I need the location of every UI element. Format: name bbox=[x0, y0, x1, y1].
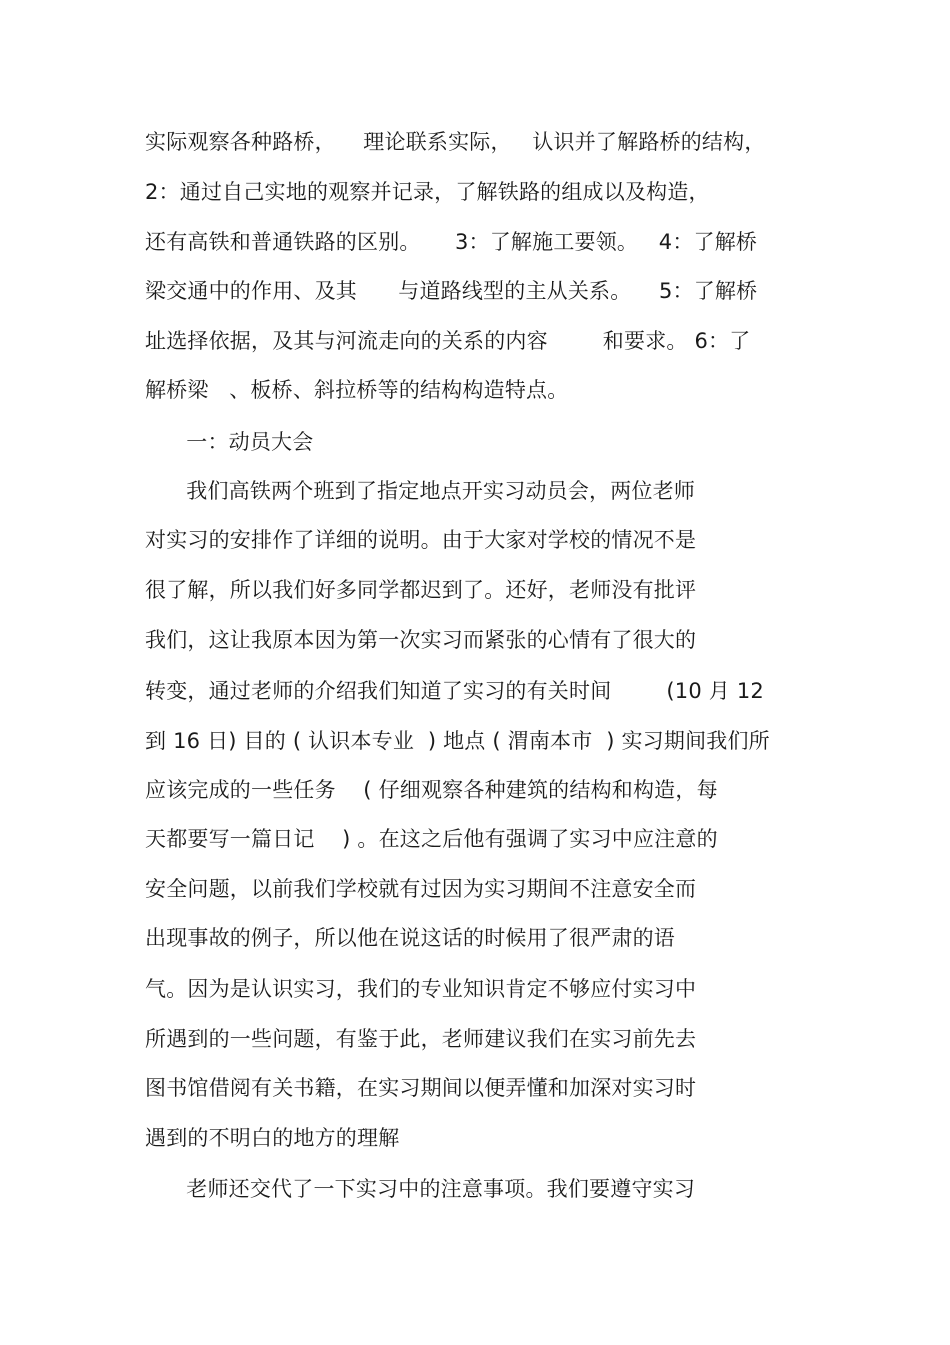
text-line: 梁交通中的作用、及其 与道路线型的主从关系。 5：了解桥 bbox=[145, 279, 758, 303]
section-heading: 一：动员大会 bbox=[145, 430, 314, 454]
text-line: 对实习的安排作了详细的说明。由于大家对学校的情况不是 bbox=[145, 528, 697, 552]
text-line: 出现事故的例子，所以他在说这话的时候用了很严肃的语 bbox=[145, 926, 675, 950]
text-line: 址选择依据，及其与河流走向的关系的内容 和要求。 6：了 bbox=[145, 329, 751, 353]
text-line: 气。因为是认识实习，我们的专业知识肯定不够应付实习中 bbox=[145, 977, 697, 1001]
text-line: 应该完成的一些任务 ( 仔细观察各种建筑的结构和构造，每 bbox=[145, 778, 718, 802]
text-line: 到 16 日) 目的 ( 认识本专业 ) 地点 ( 渭南本市 ) 实习期间我们所 bbox=[145, 729, 770, 753]
text-line: 遇到的不明白的地方的理解 bbox=[145, 1126, 400, 1150]
text-line: 我们高铁两个班到了指定地点开实习动员会，两位老师 bbox=[145, 479, 696, 503]
text-line: 我们，这让我原本因为第一次实习而紧张的心情有了很大的 bbox=[145, 628, 697, 652]
text-line: 天都要写一篇日记 ) 。在这之后他有强调了实习中应注意的 bbox=[145, 827, 718, 851]
text-line: 很了解，所以我们好多同学都迟到了。还好，老师没有批评 bbox=[145, 578, 697, 602]
text-line: 转变，通过老师的介绍我们知道了实习的有关时间 (10 月 12 bbox=[145, 679, 764, 703]
text-line: 2：通过自己实地的观察并记录，了解铁路的组成以及构造， bbox=[145, 180, 710, 204]
text-line: 解桥梁 、板桥、斜拉桥等的结构构造特点。 bbox=[145, 378, 569, 402]
text-line: 图书馆借阅有关书籍，在实习期间以便弄懂和加深对实习时 bbox=[145, 1076, 697, 1100]
text-line: 安全问题，以前我们学校就有过因为实习期间不注意安全而 bbox=[145, 877, 697, 901]
text-line: 老师还交代了一下实习中的注意事项。我们要遵守实习 bbox=[145, 1177, 696, 1201]
text-line: 还有高铁和普通铁路的区别。 3：了解施工要领。 4：了解桥 bbox=[145, 230, 758, 254]
text-line: 所遇到的一些问题，有鉴于此，老师建议我们在实习前先去 bbox=[145, 1027, 697, 1051]
text-line: 实际观察各种路桥， 理论联系实际， 认识并了解路桥的结构， bbox=[145, 130, 766, 154]
